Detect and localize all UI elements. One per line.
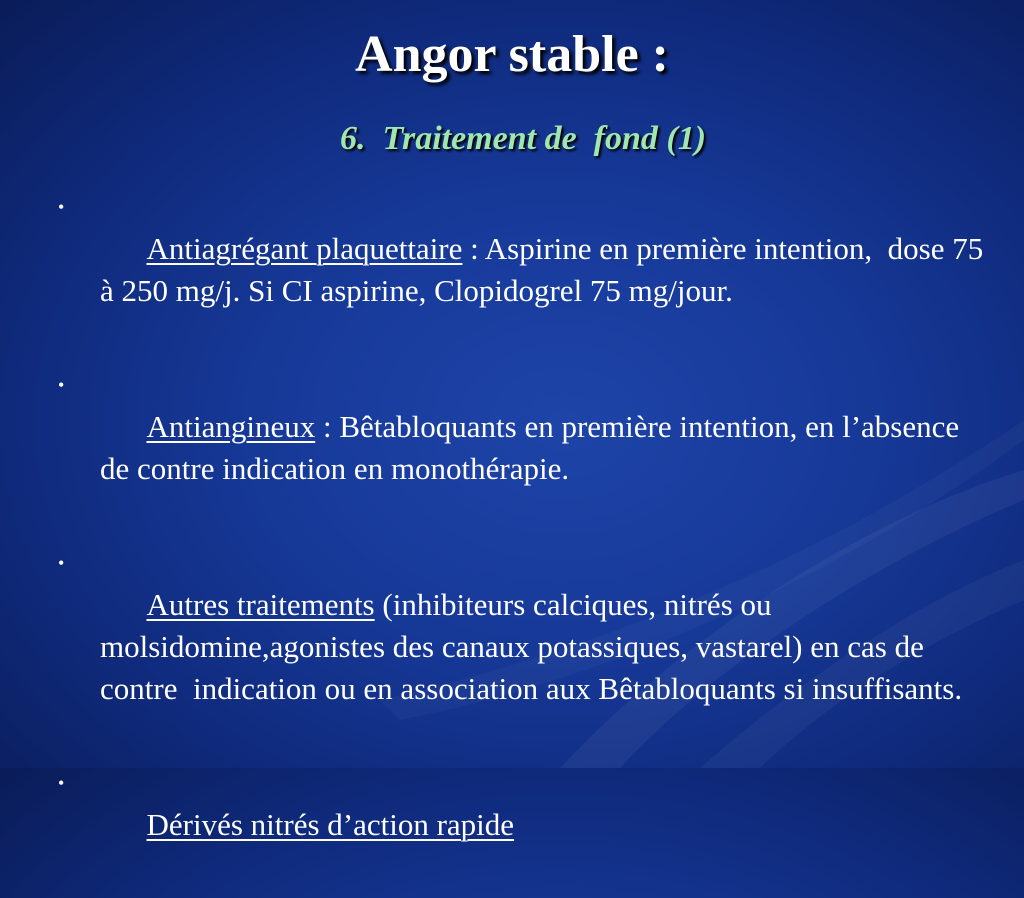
bullet-text: : Aspirine en première intention, dose 75 à 250 mg/j. Si CI aspirine, Clopidogrel 75 mg/jour.: [100, 231, 991, 308]
bullet-text: (inhibiteurs calciques, nitrés ou molsidomine,agonistes des canaux potassiques, vastarel) en cas de contre indication ou en association aux Bêtabloquants si insuffisants.: [100, 587, 963, 706]
bullet-item-antiagregant: [56, 186, 991, 354]
bullet-term: Antiagrégant plaquettaire: [146, 231, 463, 266]
bullet-dot-icon: •: [58, 197, 65, 217]
bullet-item-derives-nitres: [56, 762, 986, 888]
bullet-list: [56, 186, 991, 898]
bullet-item-antiangineux: [56, 364, 986, 532]
bullet-dot-icon: •: [58, 553, 65, 573]
bullet-term: Dérivés nitrés d’action rapide: [146, 807, 515, 842]
bullet-term: Antiangineux: [146, 409, 316, 444]
bullet-term: Autres traitements: [146, 587, 375, 622]
slide-subtitle: 6. Traitement de fond (1): [339, 120, 707, 157]
slide-title: Angor stable :: [355, 26, 669, 83]
bullet-dot-icon: •: [58, 773, 65, 793]
bullet-item-autres-traitements: [56, 542, 986, 752]
bullet-text: : Bêtabloquants en première intention, en l’absence de contre indication en monothérapie.: [100, 409, 967, 486]
bullet-dot-icon: •: [58, 375, 65, 395]
